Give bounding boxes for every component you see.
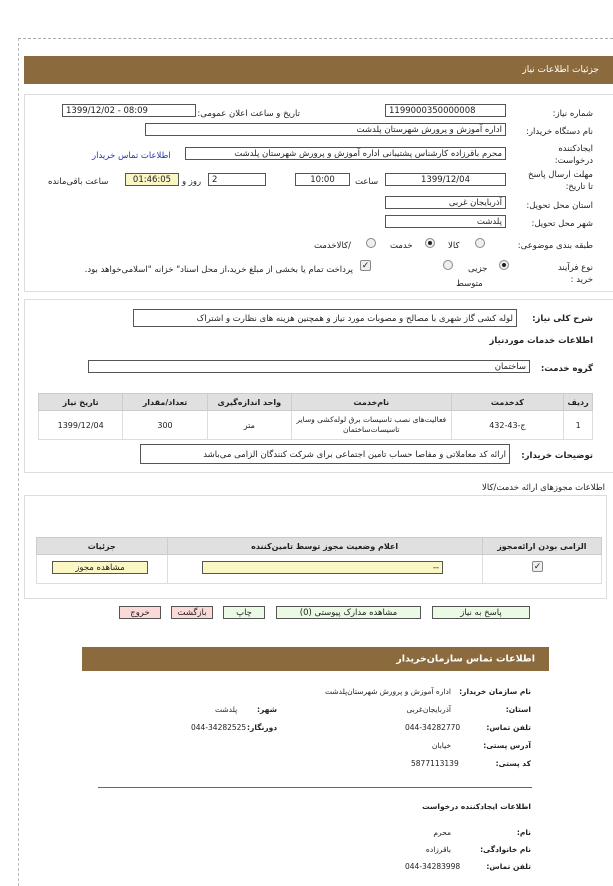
category-service-radio[interactable] <box>425 238 435 248</box>
summary-field: لوله کشی گاز شهری با مصالح و مصوبات مورد نیاز و همچنین هزینه های نظارت و اشتراک <box>133 309 517 327</box>
contact-address-label: آدرس پستی: <box>483 741 531 750</box>
process-label: نوع فرآیند خرید : <box>557 263 593 285</box>
cell-date: 1399/12/04 <box>39 411 123 440</box>
contact-org-value: اداره آموزش و پرورش شهرستان‌پلدشت <box>325 687 451 696</box>
category-both-radio[interactable] <box>366 238 376 248</box>
services-table <box>38 393 593 440</box>
contact-fax-label: دورنگار: <box>247 723 278 732</box>
city-field: پلدشت <box>385 215 506 228</box>
summary-label: شرح کلی نیاز: <box>532 314 593 324</box>
category-both-label: /کالاخدمت <box>314 241 351 251</box>
col-date: تاریخ نیاز <box>39 394 123 411</box>
creator-info-title: اطلاعات ایجادکننده درخواست <box>422 802 531 811</box>
attachments-button[interactable]: مشاهده مدارک پیوستی (0) <box>276 606 421 619</box>
creator-first-name-label: نام: <box>516 828 531 837</box>
col-row: ردیف <box>564 394 593 411</box>
top-divider <box>18 38 613 39</box>
cell-row: 1 <box>564 411 593 440</box>
view-permit-button[interactable]: مشاهده مجوز <box>52 561 148 574</box>
remaining-label: ساعت باقی‌مانده <box>48 177 109 187</box>
process-partial-radio[interactable] <box>499 260 509 270</box>
col-required: الزامی بودن ارائه‌مجوز <box>482 538 601 555</box>
table-row <box>39 411 593 440</box>
contact-fax-value: 044-34282525 <box>191 723 247 732</box>
creator-first-name-value: محرم <box>433 828 451 837</box>
deadline-date-field: 1399/12/04 <box>385 173 506 186</box>
contact-phone-value: 044-34282770 <box>405 723 461 732</box>
treasury-checkbox[interactable]: ✓ <box>361 261 370 271</box>
remaining-time-field: 01:46:05 <box>125 173 179 186</box>
province-label: استان محل تحویل: <box>526 201 593 211</box>
buyer-notes-label: توضیحات خریدار: <box>521 451 593 461</box>
creator-last-name-value: باقرزاده <box>425 845 451 854</box>
category-service-label: خدمت <box>390 241 413 251</box>
buyer-org-label: نام دستگاه خریدار: <box>526 127 593 137</box>
need-number-field: 1199000350000008 <box>385 104 506 117</box>
print-button[interactable]: چاپ <box>223 606 265 619</box>
page-header <box>24 56 613 84</box>
permits-title: اطلاعات مجوزهای ارائه خدمت/کالا <box>482 483 605 493</box>
contact-postal-value: 5877113139 <box>411 759 459 768</box>
permit-status-field: -- <box>202 561 443 574</box>
category-label: طبقه بندی موضوعی: <box>517 241 593 251</box>
col-qty: تعداد/مقدار <box>123 394 207 411</box>
exit-button[interactable]: خروج <box>119 606 161 619</box>
creator-last-name-label: نام خانوادگی: <box>480 845 531 854</box>
contact-province-value: آذربایجان‌غربی <box>406 705 451 714</box>
announce-date-field: 1399/12/02 - 08:09 <box>62 104 196 117</box>
contact-header <box>82 647 549 671</box>
deadline-time-label: ساعت <box>355 177 379 187</box>
announce-date-label: تاریخ و ساعت اعلان عمومی: <box>197 109 300 119</box>
creator-phone-label: تلفن تماس: <box>486 862 531 871</box>
service-group-field: ساختمان <box>88 360 530 373</box>
col-details: جزئیات <box>37 538 168 555</box>
cell-qty: 300 <box>123 411 207 440</box>
creator-phone-value: 044-34283998 <box>405 862 461 871</box>
back-button[interactable]: بازگشت <box>171 606 213 619</box>
breadcrumb[interactable]: جزئیات اطلاعات نیاز <box>522 65 599 75</box>
category-goods-radio[interactable] <box>475 238 485 248</box>
process-partial-label: جزیی <box>468 264 488 274</box>
contact-divider <box>98 787 532 788</box>
contact-postal-label: کد پستی: <box>495 759 531 768</box>
contact-address-value: خیابان <box>431 741 451 750</box>
contact-city-value: پلدشت <box>215 705 238 714</box>
need-number-label: شماره نیاز: <box>552 109 593 119</box>
cell-name: فعالیت‌های نصب تاسیسات برق لوله‌کشی وسایر تاسیسات‌ساختمان <box>292 411 452 440</box>
contact-phone-label: تلفن تماس: <box>486 723 531 732</box>
permits-header-row <box>37 538 602 555</box>
buyer-contact-link[interactable]: اطلاعات تماس خریدار <box>92 151 171 161</box>
contact-org-label: نام سازمان خریدار: <box>459 687 531 696</box>
left-divider <box>18 38 19 886</box>
col-code: کدخدمت <box>451 394 564 411</box>
contact-city-label: شهر: <box>257 705 277 714</box>
service-group-label: گروه خدمت: <box>540 364 593 374</box>
province-field: آذربایجان غربی <box>385 196 506 209</box>
city-label: شهر محل تحویل: <box>531 219 593 229</box>
reply-button[interactable]: پاسخ به نیاز <box>432 606 530 619</box>
contact-province-label: استان: <box>505 705 531 714</box>
days-label: روز و <box>182 177 202 187</box>
creator-label: ایجادکننده درخواست: <box>554 144 593 166</box>
deadline-label: مهلت ارسال پاسخ تا تاریخ: <box>528 170 593 192</box>
category-goods-label: کالا <box>448 241 460 251</box>
days-field: 2 <box>208 173 266 186</box>
permit-required-checkbox: ✓ <box>533 562 542 572</box>
process-medium-label: متوسط <box>456 279 483 289</box>
process-medium-radio[interactable] <box>443 260 453 270</box>
buyer-notes-field: ارائه کد معاملاتی و مفاصا حساب تامین اجتماعی برای شرکت کنندگان الزامی می‌باشد <box>140 444 510 464</box>
col-status: اعلام وضعیت مجوز توسط تامین‌کننده <box>167 538 482 555</box>
services-header-row <box>39 394 593 411</box>
deadline-time-field: 10:00 <box>295 173 350 186</box>
treasury-note: پرداخت تمام یا بخشی از مبلغ خرید،از محل اسناد" خزانه "اسلامی‌خواهد بود. <box>84 265 353 275</box>
cell-unit: متر <box>207 411 291 440</box>
buyer-org-field: اداره آموزش و پرورش شهرستان پلدشت <box>145 123 506 136</box>
cell-code: ج-43-432 <box>451 411 564 440</box>
col-name: نام‌خدمت <box>292 394 452 411</box>
col-unit: واحد اندازه‌گیری <box>207 394 291 411</box>
contact-title: اطلاعات تماس سازمان‌خریدار <box>396 653 535 665</box>
creator-field: محرم باقرزاده کارشناس پشتیبانی اداره آموزش و پرورش شهرستان پلدشت <box>185 147 506 160</box>
services-title: اطلاعات خدمات موردنیاز <box>489 336 593 346</box>
